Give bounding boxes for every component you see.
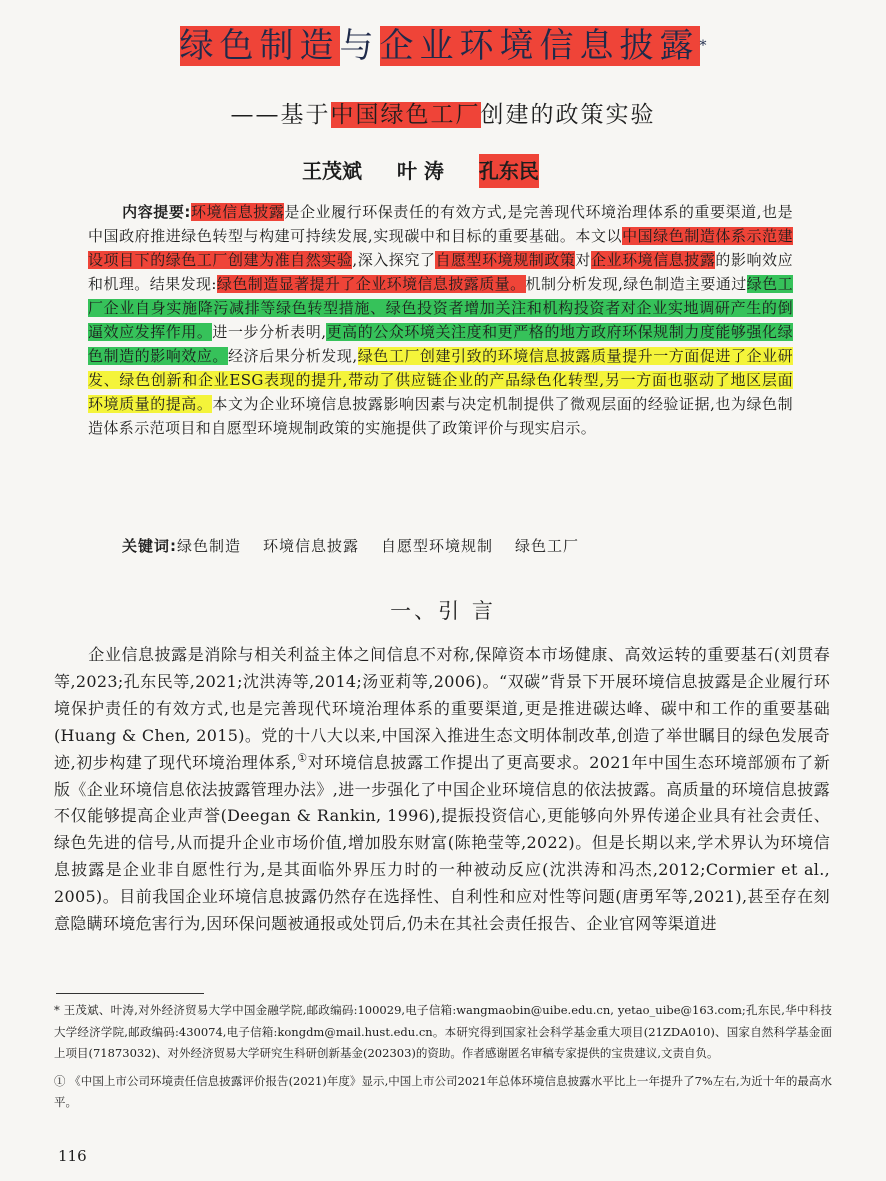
abstract-highlight-yellow: 绿色工厂创建引致的环境信息披露质量提升一方面促进了企业研发、绿色创新和企业ESG表现的提升,带动了供应链企业的产品绿色化转型,另一方面也驱动了地区层面环境质量的提高。 — [88, 347, 794, 413]
abstract-text: 经济后果分析发现, — [227, 347, 358, 365]
author-name-highlighted: 孔东民 — [479, 154, 539, 188]
abstract-text: 对 — [575, 251, 591, 269]
abstract-text: 进一步分析表明, — [212, 323, 327, 341]
subtitle-highlight: 中国绿色工厂 — [330, 102, 481, 128]
footnote-author-info: * 王茂斌、叶涛,对外经济贸易大学中国金融学院,邮政编码:100029,电子信箱:wangmaobin@uibe.edu.cn, yetao_uibe@163.com;孔东民,华中科技大学经济学院,邮政编码:430074,电子信箱:kongdm@mail.hust.edu.cn。本研究得到国家社会科学基金重大项目(21ZDA010)、国家自然科学基金面上项目(71873032)、对外经济贸易大学研究生科研创新基金(202303)的资助。作者感谢匿名审稿专家提供的宝贵建议,文责自负。 — [54, 1003, 832, 1060]
article-subtitle — [0, 98, 886, 132]
keyword: 环境信息披露 — [263, 537, 360, 555]
abstract-highlight: 自愿型环境规制政策 — [435, 251, 576, 269]
body-text: 企业信息披露是消除与相关利益主体之间信息不对称,保障资本市场健康、高效运转的重要基石(刘贯春等,2023;孔东民等,2021;沈洪涛等,2014;汤亚莉等,2006)。“双碳”背景下开展环境信息披露是企业履行环境保护责任的有效方式,也是完善现代环境治理体系的重要渠道,更是推进碳达峰、碳中和工作的重要基础(Huang & Chen, 2015)。党的十八大以来,中国深入推进生态文明体制改革,创造了举世瞩目的绿色发展奇迹,初步构建了现代环境治理体系, — [54, 645, 830, 772]
abstract-text: 机制分析发现,绿色制造主要通过 — [525, 275, 747, 293]
body-text: 对环境信息披露工作提出了更高要求。2021年中国生态环境部颁布了新版《企业环境信息依法披露管理办法》,进一步强化了中国企业环境信息的依法披露。高质量的环境信息披露不仅能够提高企业声誉(Deegan & Rankin, 1996),提振投资信心,更能够向外界传递企业具有社会责任、绿色先进的信号,从而提升企业市场价值,增加股东财富(陈艳莹等,2022)。但是长期以来,学术界认为环境信息披露是企业非自愿性行为,是其面临外界压力时的一种被动反应(沈洪涛和冯杰,2012;Cormier et al., 2005)。目前我国企业环境信息披露仍然存在选择性、自利性和应对性等问题(唐勇军等,2021),甚至存在刻意隐瞒环境危害行为,因环保问题被通报或处罚后,仍未在其社会责任报告、企业官网等渠道进 — [54, 752, 830, 934]
keyword: 绿色工厂 — [515, 537, 580, 555]
footnotes — [54, 1000, 832, 1120]
keywords — [122, 534, 601, 558]
author-line — [302, 154, 539, 188]
abstract-highlight-green: 更高的公众环境关注度和更严格的地方政府环保规制力度能够强化绿色制造的影响效应。 — [88, 323, 793, 365]
title-highlight-1: 绿色制造 — [179, 26, 340, 66]
abstract-text: ,深入探究了 — [352, 251, 436, 269]
section-heading: 一、引 言 — [390, 599, 496, 623]
title-connector: 与 — [339, 26, 380, 66]
body-paragraph — [54, 642, 830, 938]
abstract-highlight: 绿色制造显著提升了企业环境信息披露质量。 — [216, 275, 526, 293]
keyword: 绿色制造 — [177, 537, 242, 555]
abstract-highlight: 企业环境信息披露 — [590, 251, 716, 269]
abstract-label: 内容提要: — [122, 203, 191, 221]
keyword: 自愿型环境规制 — [381, 537, 494, 555]
abstract-highlight-green: 绿色工厂企业自身实施降污减排等绿色转型措施、绿色投资者增加关注和机构投资者对企业实地调研产生的倒逼效应发挥作用。 — [88, 275, 793, 341]
abstract-highlight: 环境信息披露 — [190, 203, 285, 221]
keywords-label: 关键词: — [122, 537, 177, 555]
footnote-1: ① 《中国上市公司环境责任信息披露评价报告(2021)年度》显示,中国上市公司2021年总体环境信息披露水平比上一年提升了7%左右,为近十年的最高水平。 — [54, 1073, 832, 1109]
title-highlight-2: 企业环境信息披露 — [379, 26, 700, 66]
title-footnote-mark: * — [699, 38, 707, 54]
abstract-text: 的影响效应和机理。结果发现: — [88, 251, 793, 293]
abstract — [88, 200, 793, 440]
abstract-highlight: 中国绿色制造体系示范建设项目下的绿色工厂创建为准自然实验 — [88, 227, 793, 269]
abstract-text: 是企业履行环保责任的有效方式,是完善现代环境治理体系的重要渠道,也是中国政府推进绿色转型与构建可持续发展,实现碳中和目标的重要基础。本文以 — [88, 203, 793, 245]
abstract-text: 本文为企业环境信息披露影响因素与决定机制提供了微观层面的经验证据,也为绿色制造体系示范项目和自愿型环境规制政策的实施提供了政策评价与现实启示。 — [88, 395, 793, 437]
subtitle-suffix: 创建的政策实验 — [480, 102, 656, 128]
article-title — [0, 22, 886, 70]
author-name: 王茂斌 — [302, 159, 362, 183]
author-name: 叶 涛 — [396, 159, 444, 183]
page-number: 116 — [58, 1147, 87, 1165]
footnote-divider — [56, 993, 204, 994]
subtitle-prefix: ——基于 — [230, 102, 331, 128]
footnote-reference: ① — [296, 751, 308, 765]
